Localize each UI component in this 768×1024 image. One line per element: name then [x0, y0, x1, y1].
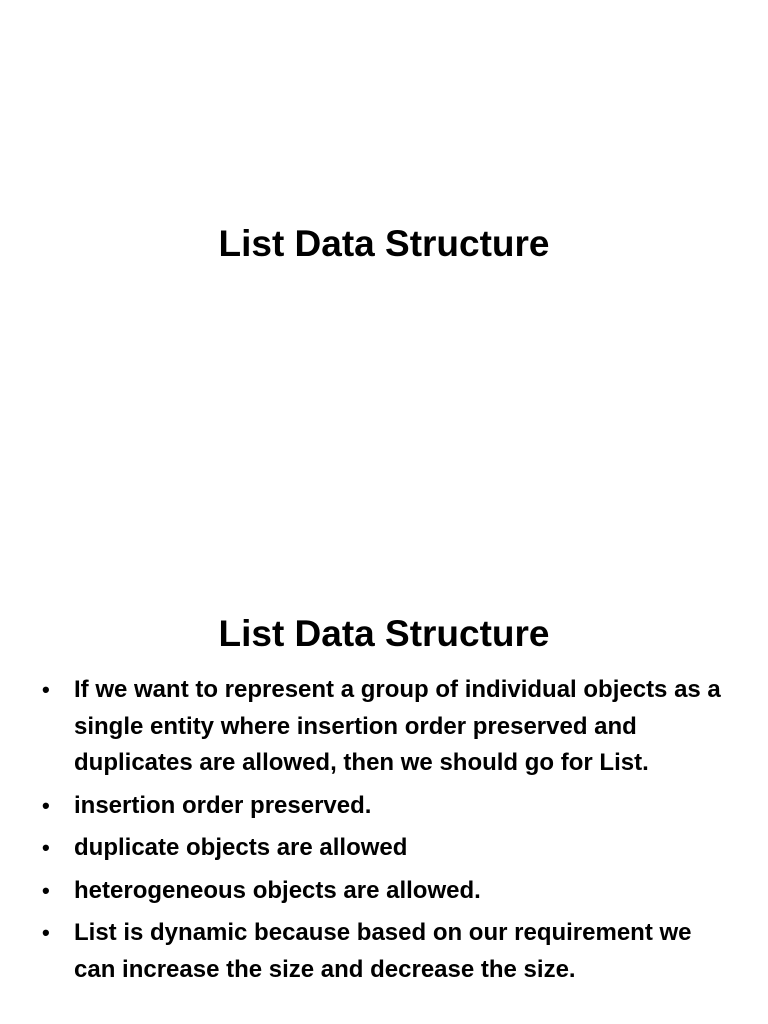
bullet-icon: •: [42, 792, 50, 818]
bullet-text: heterogeneous objects are allowed.: [74, 876, 481, 904]
slide-title: List Data Structure: [218, 223, 550, 264]
bullet-text: insertion order preserved.: [74, 791, 372, 819]
slide-2: [0, 576, 768, 1024]
slide-title: List Data Structure: [218, 613, 550, 654]
bullet-icon: •: [42, 920, 50, 945]
bullet-icon: •: [42, 835, 50, 860]
bullet-item: [0, 915, 768, 988]
bullet-text: List is dynamic because based on our requirement we can increase the size and decrease the size.: [74, 919, 692, 983]
bullet-icon: •: [42, 877, 50, 903]
bullet-item: [0, 873, 768, 910]
bullet-text: If we want to represent a group of individual objects as a single entity where insertion order preserved and duplicates are allowed, then we should go for List.: [74, 676, 721, 776]
bullet-icon: •: [42, 677, 50, 702]
bullet-item: [0, 788, 768, 825]
bullet-item: [0, 672, 768, 782]
bullet-text: duplicate objects are allowed: [74, 834, 408, 861]
bullet-item: [0, 830, 768, 867]
bullet-list: [0, 672, 768, 994]
